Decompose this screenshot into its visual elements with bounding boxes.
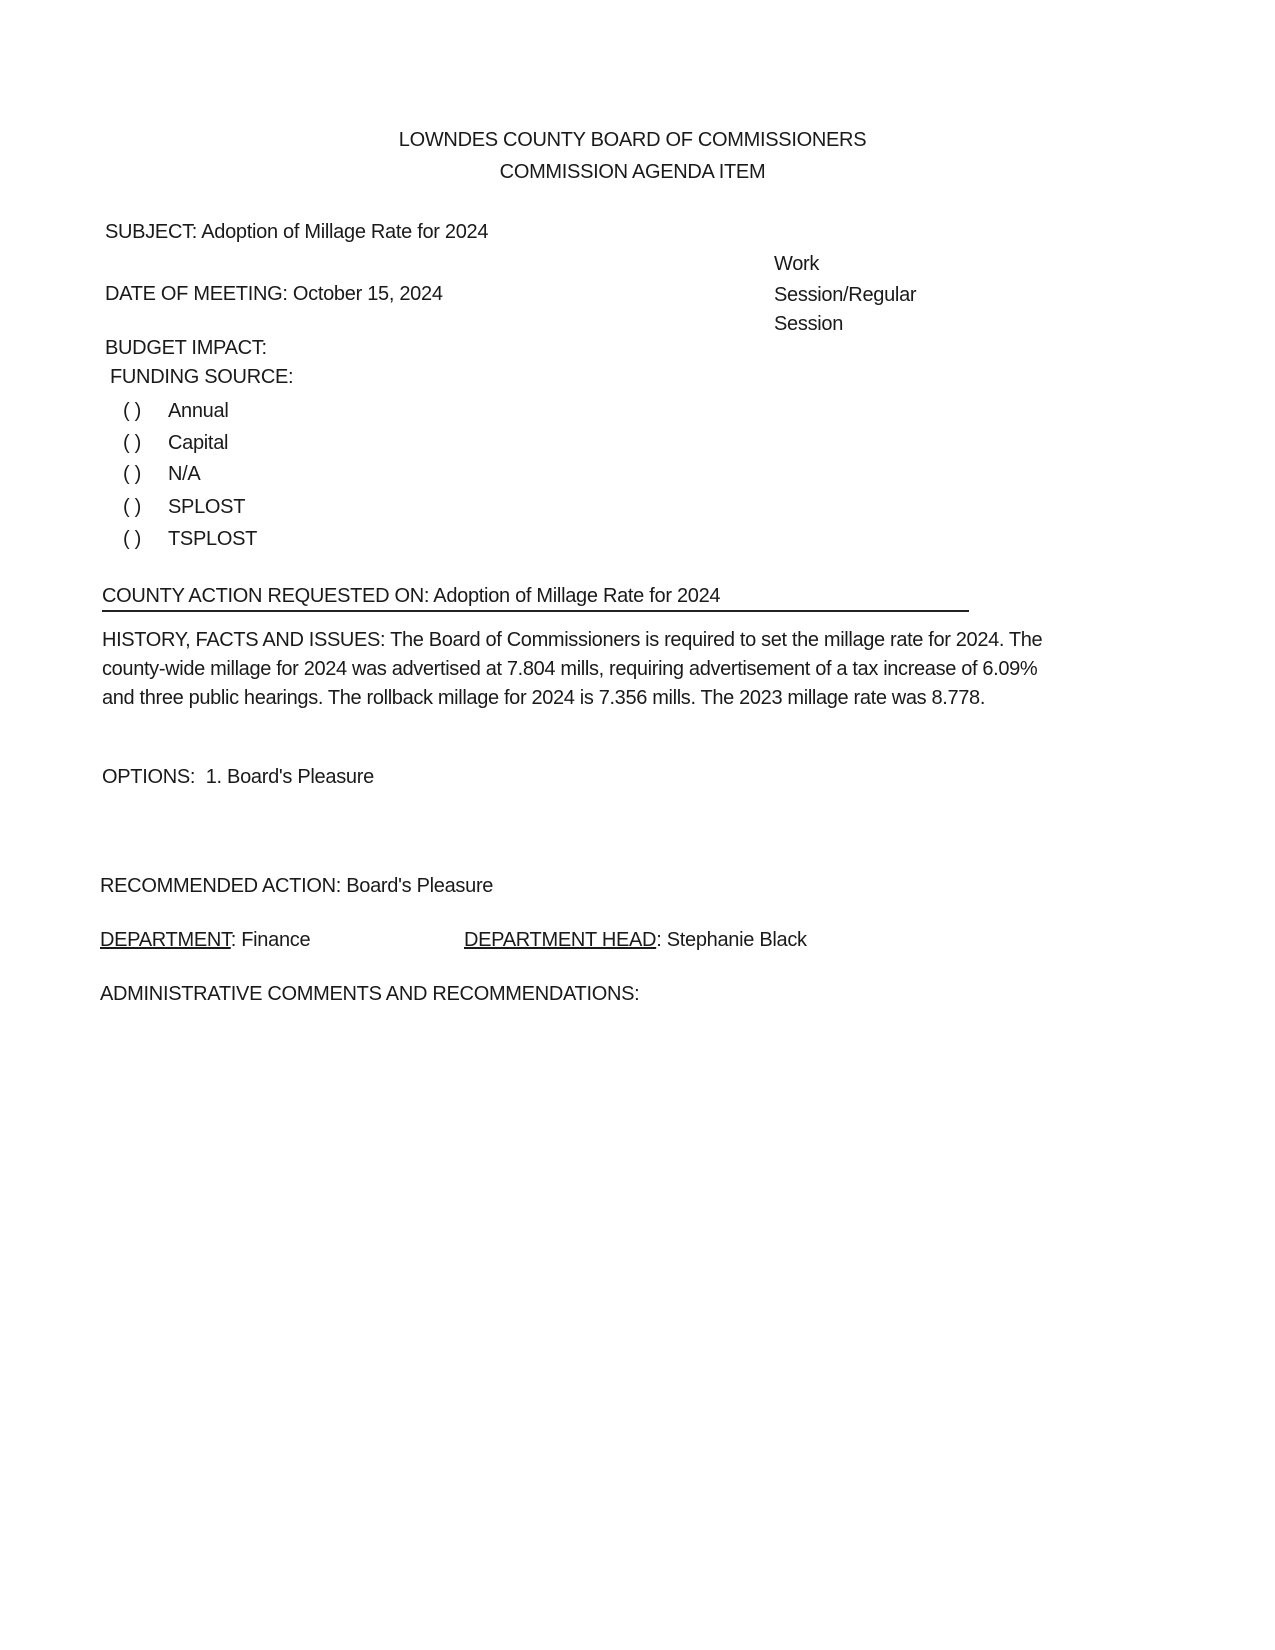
funding-label-tsplost: TSPLOST [168,528,258,550]
department-value: : Finance [230,929,311,951]
funding-label-capital: Capital [168,432,229,454]
history-text-1: The Board of Commissioners is required to set the millage rate for 2024. The [390,629,1043,651]
action-requested [102,584,720,608]
funding-checkbox-annual[interactable]: ( ) [123,400,141,422]
funding-checkbox-splost[interactable]: ( ) [123,496,141,518]
history-facts-issues [102,626,1162,713]
session-line-1: Work [774,253,820,275]
subject-label: SUBJECT: [105,221,198,243]
history-label: HISTORY, FACTS AND ISSUES: [102,629,386,651]
funding-label-na: N/A [168,463,201,485]
meeting-date [105,282,443,306]
recommended-action-label: RECOMMENDED ACTION: [100,875,341,897]
department-label: DEPARTMENT [100,929,231,951]
department [100,928,310,952]
history-line-1 [102,626,1162,655]
subject [105,220,488,244]
options-label: OPTIONS: [102,766,196,788]
funding-checkbox-na[interactable]: ( ) [123,463,141,485]
funding-checkbox-tsplost[interactable]: ( ) [123,528,141,550]
header-title: LOWNDES COUNTY BOARD OF COMMISSIONERS [398,129,867,151]
funding-checkbox-capital[interactable]: ( ) [123,432,141,454]
action-requested-underline [102,610,969,612]
admin-comments-label: ADMINISTRATIVE COMMENTS AND RECOMMENDATIONS: [100,983,640,1005]
funding-label-annual: Annual [168,400,229,422]
meeting-date-label: DATE OF MEETING: [105,283,288,305]
department-head-value: : Stephanie Black [656,929,807,951]
funding-source-label: FUNDING SOURCE: [110,366,294,388]
header-subtitle: COMMISSION AGENDA ITEM [499,161,766,183]
history-line-3: and three public hearings. The rollback millage for 2024 is 7.356 mills. The 2023 millage rate was 8.778. [102,687,986,709]
action-requested-label: COUNTY ACTION REQUESTED ON: [102,585,430,607]
funding-label-splost: SPLOST [168,496,246,518]
meeting-date-value: October 15, 2024 [292,283,443,305]
recommended-action [100,874,493,898]
department-head [464,928,807,952]
action-requested-value: Adoption of Millage Rate for 2024 [433,585,721,607]
recommended-action-value: Board's Pleasure [346,875,494,897]
history-line-2: county-wide millage for 2024 was advertised at 7.804 mills, requiring advertisement of a tax increase of 6.09% [102,658,1038,680]
session-line-3: Session [774,313,844,335]
department-head-label: DEPARTMENT HEAD [464,929,657,951]
subject-value: Adoption of Millage Rate for 2024 [201,221,489,243]
options-value: 1. Board's Pleasure [205,766,374,788]
session-line-2: Session/Regular [774,284,917,306]
budget-impact-label: BUDGET IMPACT: [105,337,267,359]
options [102,765,374,789]
